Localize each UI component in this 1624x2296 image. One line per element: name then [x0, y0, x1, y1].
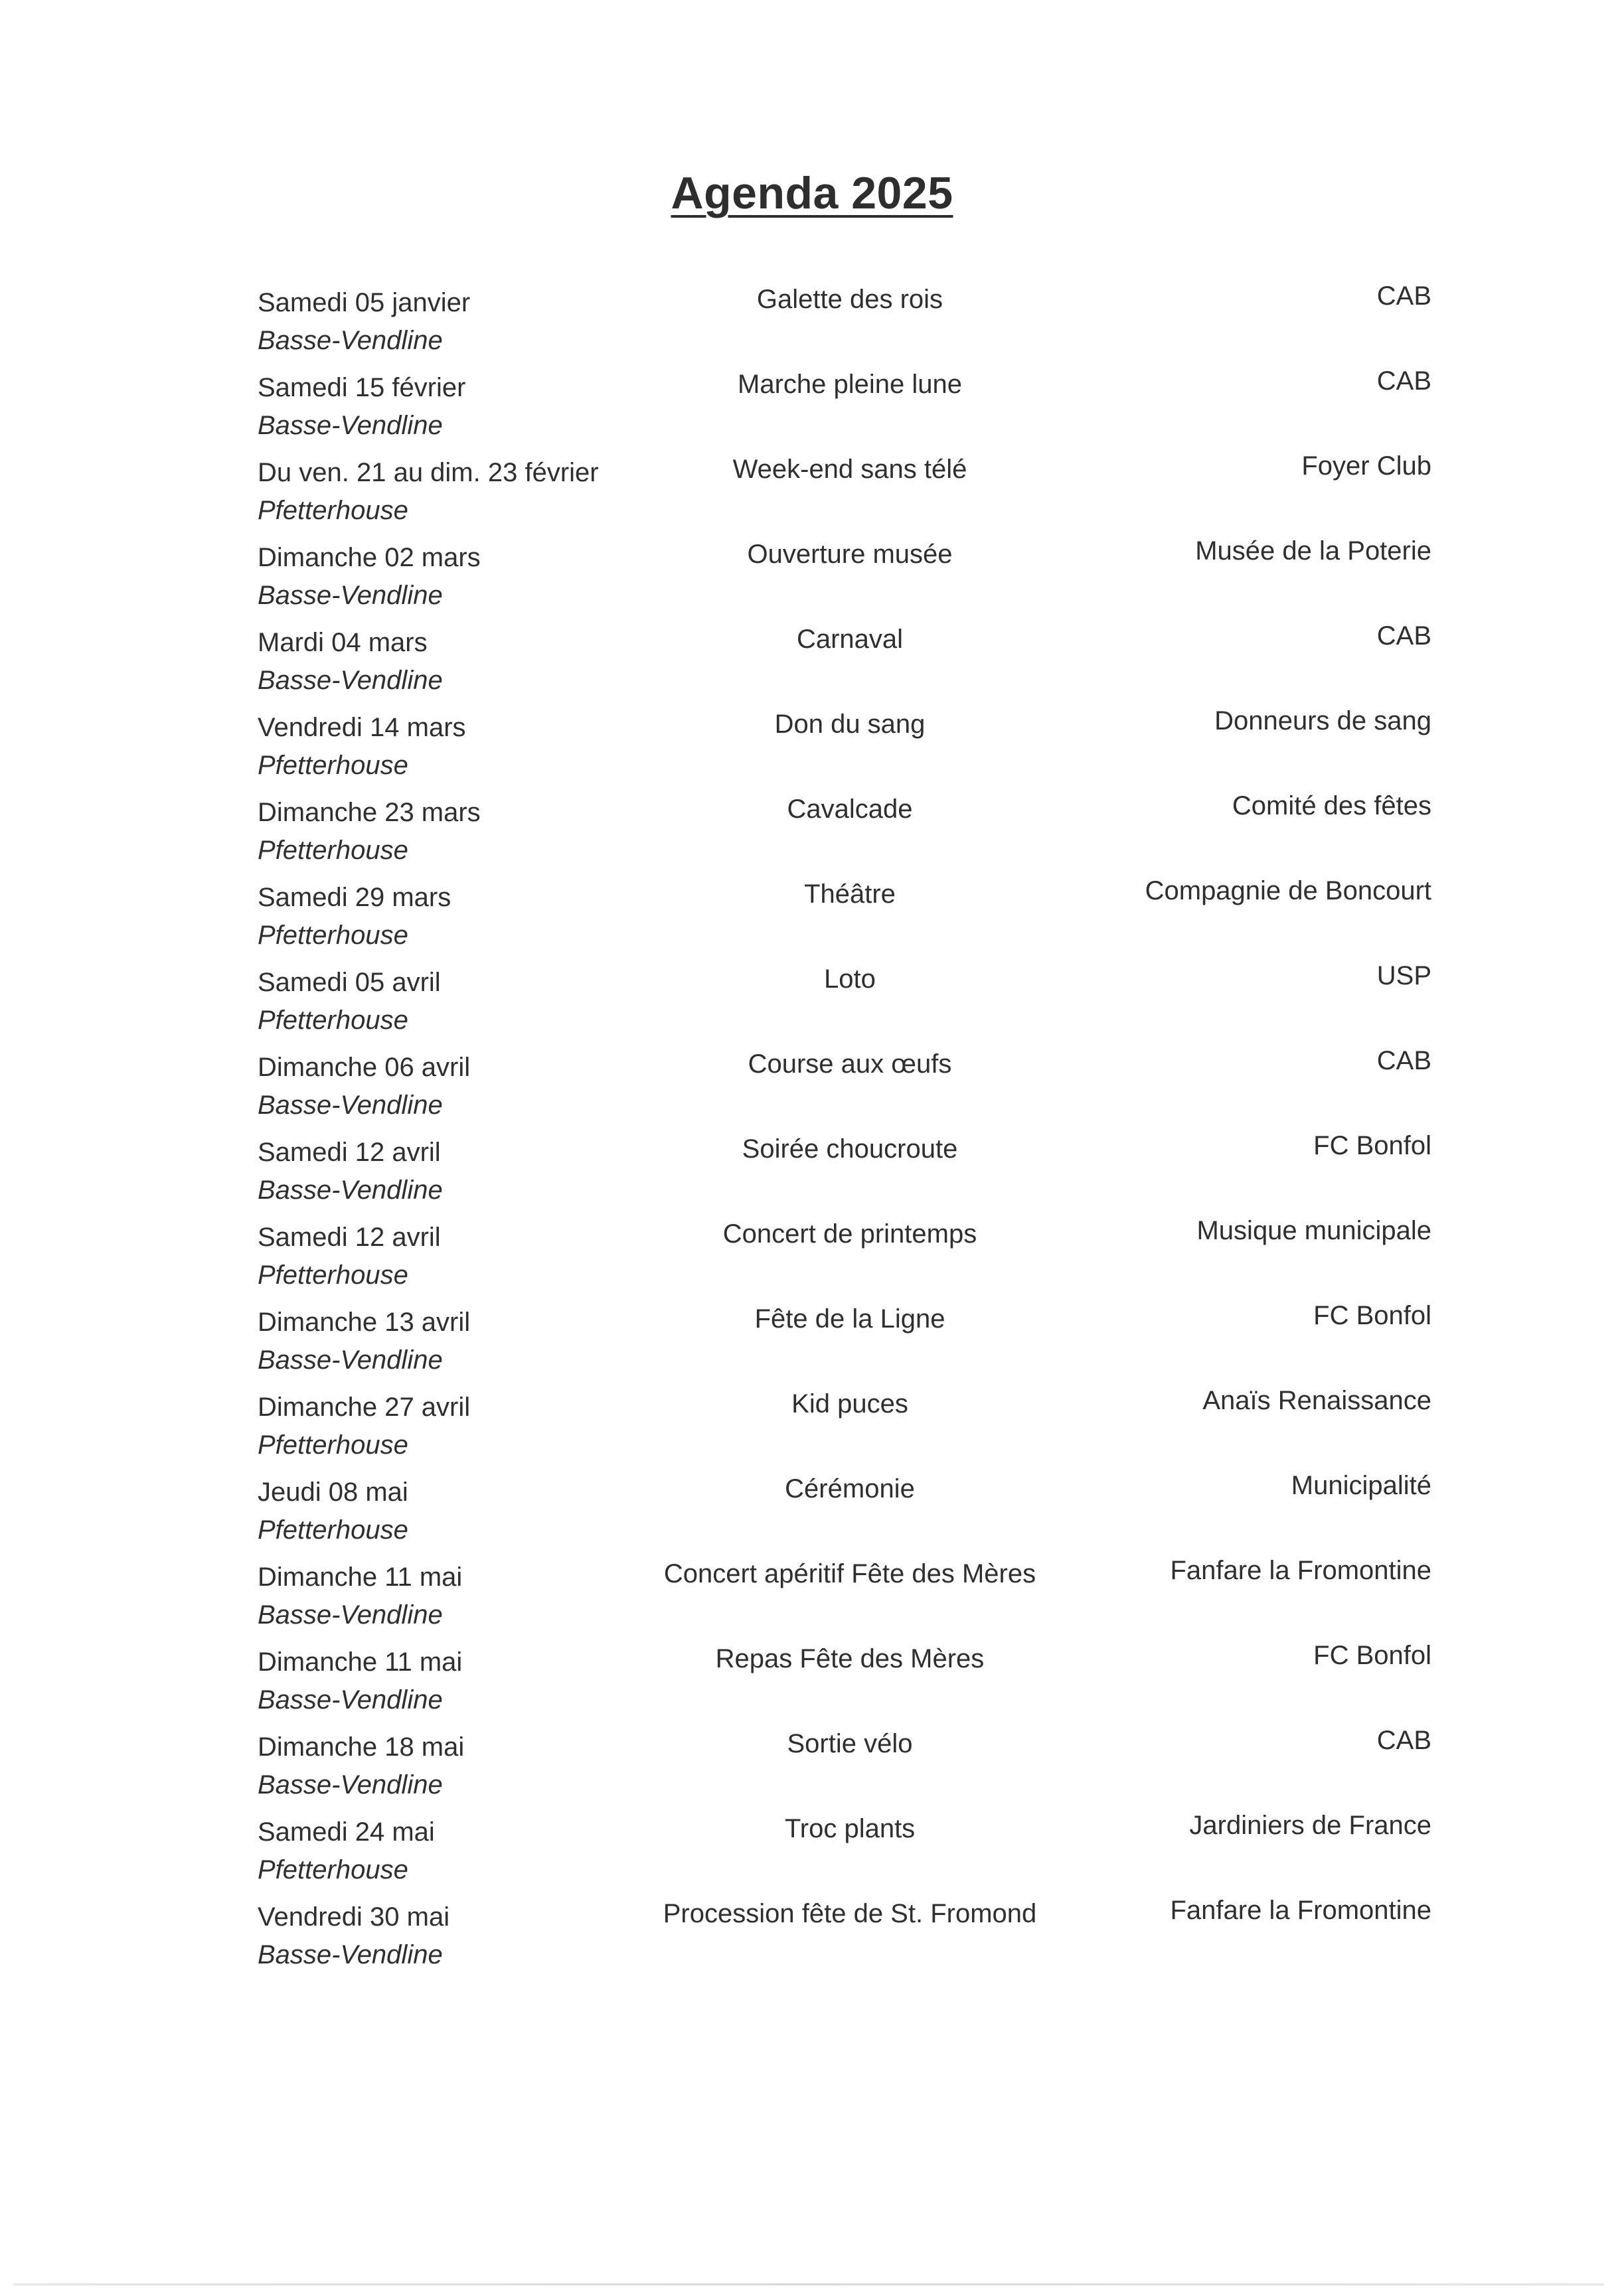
- event-place: Basse-Vendline: [258, 411, 443, 440]
- scan-edge-line: [13, 2283, 1604, 2285]
- event-date: Dimanche 06 avril: [258, 1053, 471, 1082]
- event-date: Samedi 15 février: [258, 373, 466, 402]
- event-name: Fête de la Ligne: [754, 1304, 945, 1334]
- event-date: Samedi 05 janvier: [258, 288, 471, 317]
- list-item: [0, 789, 1624, 874]
- event-name: Ouverture musée: [747, 540, 953, 569]
- event-place: Basse-Vendline: [258, 1685, 443, 1715]
- event-name: Repas Fête des Mères: [715, 1644, 985, 1673]
- event-organizer: Jardiniers de France: [1189, 1811, 1431, 1840]
- event-date: Vendredi 30 mai: [258, 1902, 450, 1932]
- event-organizer: Anaïs Renaissance: [1202, 1386, 1431, 1415]
- event-date: Du ven. 21 au dim. 23 février: [258, 458, 599, 487]
- list-item: [0, 874, 1624, 958]
- list-item: [0, 449, 1624, 534]
- event-organizer: Fanfare la Fromontine: [1170, 1556, 1431, 1585]
- event-place: Pfetterhouse: [258, 836, 408, 865]
- list-item: [0, 1298, 1624, 1383]
- event-organizer: FC Bonfol: [1313, 1131, 1431, 1160]
- event-date: Samedi 12 avril: [258, 1223, 441, 1252]
- event-name: Week-end sans télé: [732, 455, 967, 484]
- list-item: [0, 1213, 1624, 1298]
- event-place: Basse-Vendline: [258, 1770, 443, 1799]
- event-organizer: Musique municipale: [1196, 1216, 1431, 1245]
- event-name: Carnaval: [796, 625, 904, 654]
- event-place: Pfetterhouse: [258, 1261, 408, 1290]
- event-date: Dimanche 23 mars: [258, 798, 481, 827]
- event-organizer: Comité des fêtes: [1232, 791, 1431, 820]
- event-place: Basse-Vendline: [258, 581, 443, 610]
- event-place: Basse-Vendline: [258, 326, 443, 355]
- event-date: Samedi 24 mai: [258, 1817, 435, 1847]
- event-organizer: USP: [1376, 961, 1431, 990]
- event-place: Basse-Vendline: [258, 1176, 443, 1205]
- event-place: Basse-Vendline: [258, 1600, 443, 1630]
- event-name: Sortie vélo: [787, 1729, 913, 1758]
- list-item: [0, 1383, 1624, 1468]
- event-date: Dimanche 18 mai: [258, 1732, 465, 1762]
- event-name: Galette des rois: [756, 285, 943, 314]
- event-date: Samedi 12 avril: [258, 1138, 441, 1167]
- event-place: Pfetterhouse: [258, 496, 408, 525]
- event-organizer: CAB: [1376, 1046, 1431, 1075]
- event-organizer: FC Bonfol: [1313, 1301, 1431, 1330]
- page-title: Agenda 2025: [671, 168, 953, 218]
- event-place: Pfetterhouse: [258, 1855, 408, 1884]
- event-organizer: Donneurs de sang: [1214, 706, 1431, 735]
- list-item: [0, 1638, 1624, 1723]
- event-date: Dimanche 02 mars: [258, 543, 481, 572]
- events-list: [0, 279, 1624, 1978]
- event-date: Dimanche 11 mai: [258, 1563, 463, 1592]
- event-place: Basse-Vendline: [258, 1345, 443, 1375]
- list-item: [0, 704, 1624, 789]
- list-item: [0, 1468, 1624, 1553]
- event-name: Cavalcade: [787, 795, 913, 824]
- event-organizer: Fanfare la Fromontine: [1170, 1896, 1431, 1925]
- event-place: Basse-Vendline: [258, 1091, 443, 1120]
- event-organizer: Municipalité: [1291, 1471, 1431, 1500]
- event-organizer: CAB: [1376, 621, 1431, 651]
- event-name: Procession fête de St. Fromond: [663, 1899, 1037, 1928]
- list-item: [0, 364, 1624, 449]
- event-name: Soirée choucroute: [742, 1134, 958, 1164]
- list-item: [0, 619, 1624, 704]
- list-item: [0, 1553, 1624, 1638]
- event-name: Concert de printemps: [722, 1219, 977, 1249]
- event-name: Troc plants: [784, 1814, 916, 1843]
- event-date: Dimanche 11 mai: [258, 1647, 463, 1677]
- event-date: Dimanche 13 avril: [258, 1308, 471, 1337]
- event-place: Basse-Vendline: [258, 1940, 443, 1969]
- event-name: Cérémonie: [785, 1474, 915, 1503]
- event-name: Théâtre: [804, 880, 896, 909]
- event-date: Samedi 29 mars: [258, 883, 451, 912]
- list-item: [0, 1723, 1624, 1808]
- event-date: Mardi 04 mars: [258, 628, 428, 657]
- event-name: Course aux œufs: [748, 1049, 952, 1079]
- event-name: Concert apéritif Fête des Mères: [663, 1559, 1036, 1588]
- list-item: [0, 1043, 1624, 1128]
- event-date: Samedi 05 avril: [258, 968, 441, 997]
- list-item: [0, 1893, 1624, 1978]
- event-organizer: CAB: [1376, 1726, 1431, 1755]
- event-place: Pfetterhouse: [258, 1515, 408, 1545]
- list-item: [0, 958, 1624, 1043]
- event-place: Pfetterhouse: [258, 1006, 408, 1035]
- event-name: Marche pleine lune: [738, 370, 962, 399]
- event-organizer: Musée de la Poterie: [1195, 536, 1431, 566]
- event-name: Don du sang: [774, 710, 926, 739]
- list-item: [0, 534, 1624, 619]
- event-place: Pfetterhouse: [258, 921, 408, 950]
- event-organizer: FC Bonfol: [1313, 1641, 1431, 1670]
- event-name: Loto: [824, 964, 876, 994]
- event-organizer: Compagnie de Boncourt: [1145, 876, 1431, 905]
- event-organizer: CAB: [1376, 281, 1431, 311]
- event-place: Pfetterhouse: [258, 1430, 408, 1460]
- event-date: Jeudi 08 mai: [258, 1478, 408, 1507]
- event-place: Pfetterhouse: [258, 751, 408, 780]
- event-name: Kid puces: [791, 1389, 908, 1418]
- list-item: [0, 279, 1624, 364]
- event-date: Dimanche 27 avril: [258, 1393, 471, 1422]
- event-organizer: Foyer Club: [1301, 451, 1431, 481]
- event-organizer: CAB: [1376, 366, 1431, 396]
- event-place: Basse-Vendline: [258, 666, 443, 695]
- list-item: [0, 1128, 1624, 1213]
- event-date: Vendredi 14 mars: [258, 713, 466, 742]
- list-item: [0, 1808, 1624, 1893]
